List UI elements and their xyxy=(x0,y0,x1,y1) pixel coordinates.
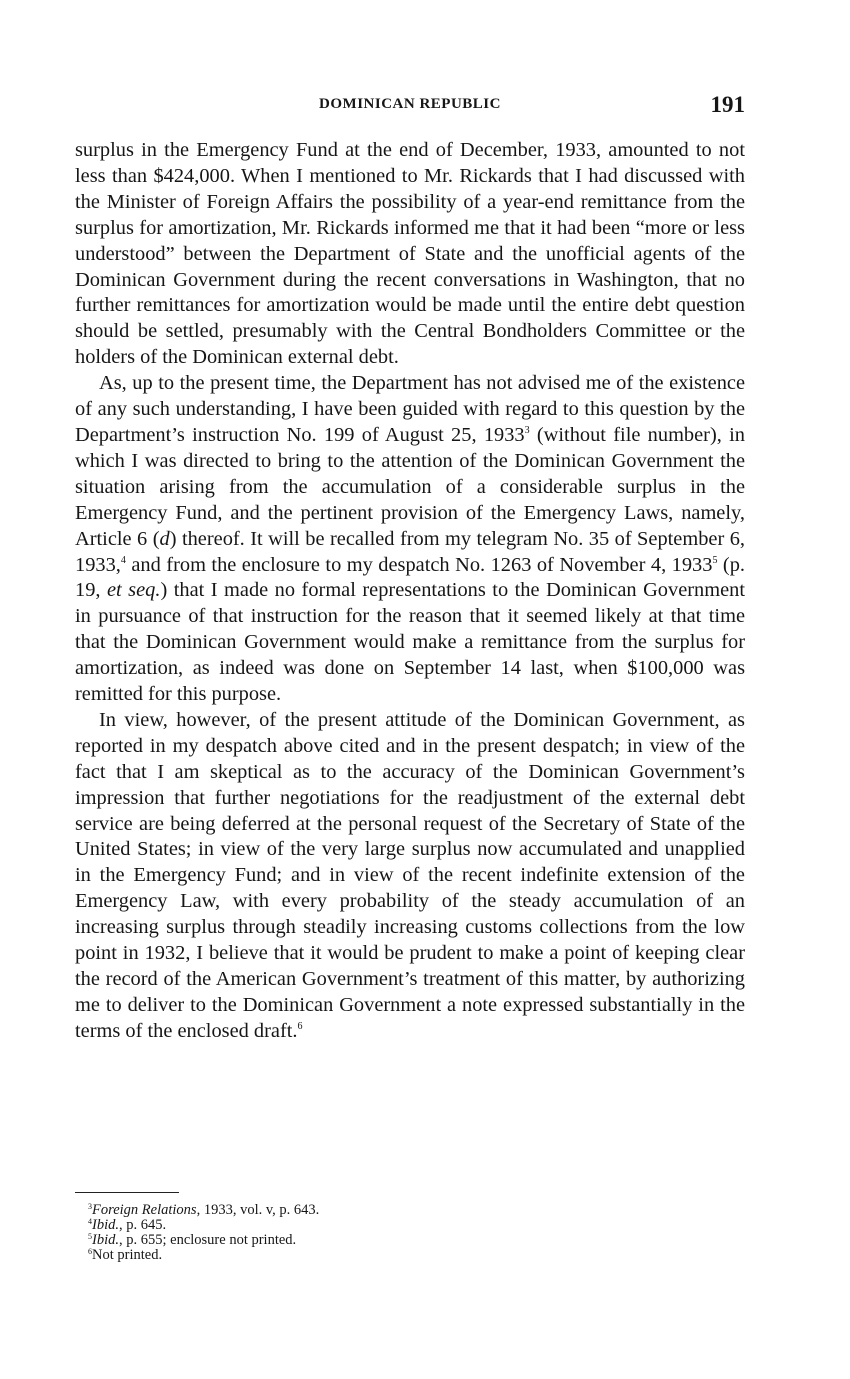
footnote-divider xyxy=(75,1192,179,1193)
running-head xyxy=(75,92,745,124)
footnote-5: $^5$Ibid., p. 655; enclosure not printed. xyxy=(88,1232,297,1248)
page-number: 191 xyxy=(710,92,745,117)
paragraph-3: In view, however, of the present attitude of the Dominican Government, as reported in my despatch above cited and in the present despatch; in view of the fact that I am skeptical as to the accuracy of the Dominican Government’s impression that further negotiations for the readjustment of the external debt service are being deferred at the personal request of the Secretary of State of the United States; in view of the very large surplus now accumulated and unapplied in the Emergency Fund; and in view of the recent indefinite extension of the Emergency Law, with every probability of the steady accumulation of an increasing surplus through steadily increasing customs collections from the low point in 1932, I believe that it would be prudent to make a point of keeping clear the record of the American Government’s treatment of this matter, by authorizing me to deliver to the Dominican Government a note expressed substantially in the terms of the enclosed draft.$^6$ xyxy=(75,708,745,1042)
footnotes xyxy=(88,1203,688,1263)
running-title: DOMINICAN REPUBLIC xyxy=(319,96,501,112)
footnote-ref-5: 5 xyxy=(712,554,718,566)
footnote-4: $^4$Ibid., p. 645. xyxy=(88,1217,167,1233)
body-text xyxy=(75,138,745,1045)
footnote-ref-6: 6 xyxy=(297,1020,303,1032)
footnote-ref-4: 4 xyxy=(120,554,126,566)
footnote-3: $^3$Foreign Relations, 1933, vol. v, p. 643. xyxy=(88,1202,320,1218)
footnote-6: $^6$Not printed. xyxy=(88,1247,163,1263)
paragraph-2: As, up to the present time, the Department has not advised me of the existence of any such understanding, I have been guided with regard to this question by the Department’s instruction No. 199 of August 25, 1933$^3$ (without file number), in which I was directed to bring to the attention of the Dominican Government the situation arising from the accumulation of a considerable surplus in the Emergency Fund, and the pertinent provision of the Emergency Laws, namely, Article 6 (d) thereof. It will be recalled from my telegram No. 35 of September 6, 1933,$^4$ and from the enclosure to my despatch No. 1263 of November 4, 1933$^5$ (p. 19, et seq.) that I made no formal representations to the Dominican Government in pursuance of that instruction for the reason that it seemed likely at that time that the Dominican Government would make a remittance from the surplus for amortization, as indeed was done on September 14 last, when $100,000 was remitted for this purpose. xyxy=(75,372,746,706)
paragraph-1: surplus in the Emergency Fund at the end of December, 1933, amounted to not less than $424,000. When I mentioned to Mr. Rickards that I had discussed with the Minister of Foreign Affairs the possibility of a year-end remittance from the surplus for amortization, Mr. Rickards informed me that it had been “more or less understood” between the Department of State and the unofficial agents of the Dominican Government during the recent conversations in Washington, that no further remittances for amortization would be made until the entire debt question should be settled, presumably with the Central Bondholders Committee or the holders of the Dominican external debt. xyxy=(75,139,745,369)
footnote-ref-3: 3 xyxy=(524,424,530,436)
